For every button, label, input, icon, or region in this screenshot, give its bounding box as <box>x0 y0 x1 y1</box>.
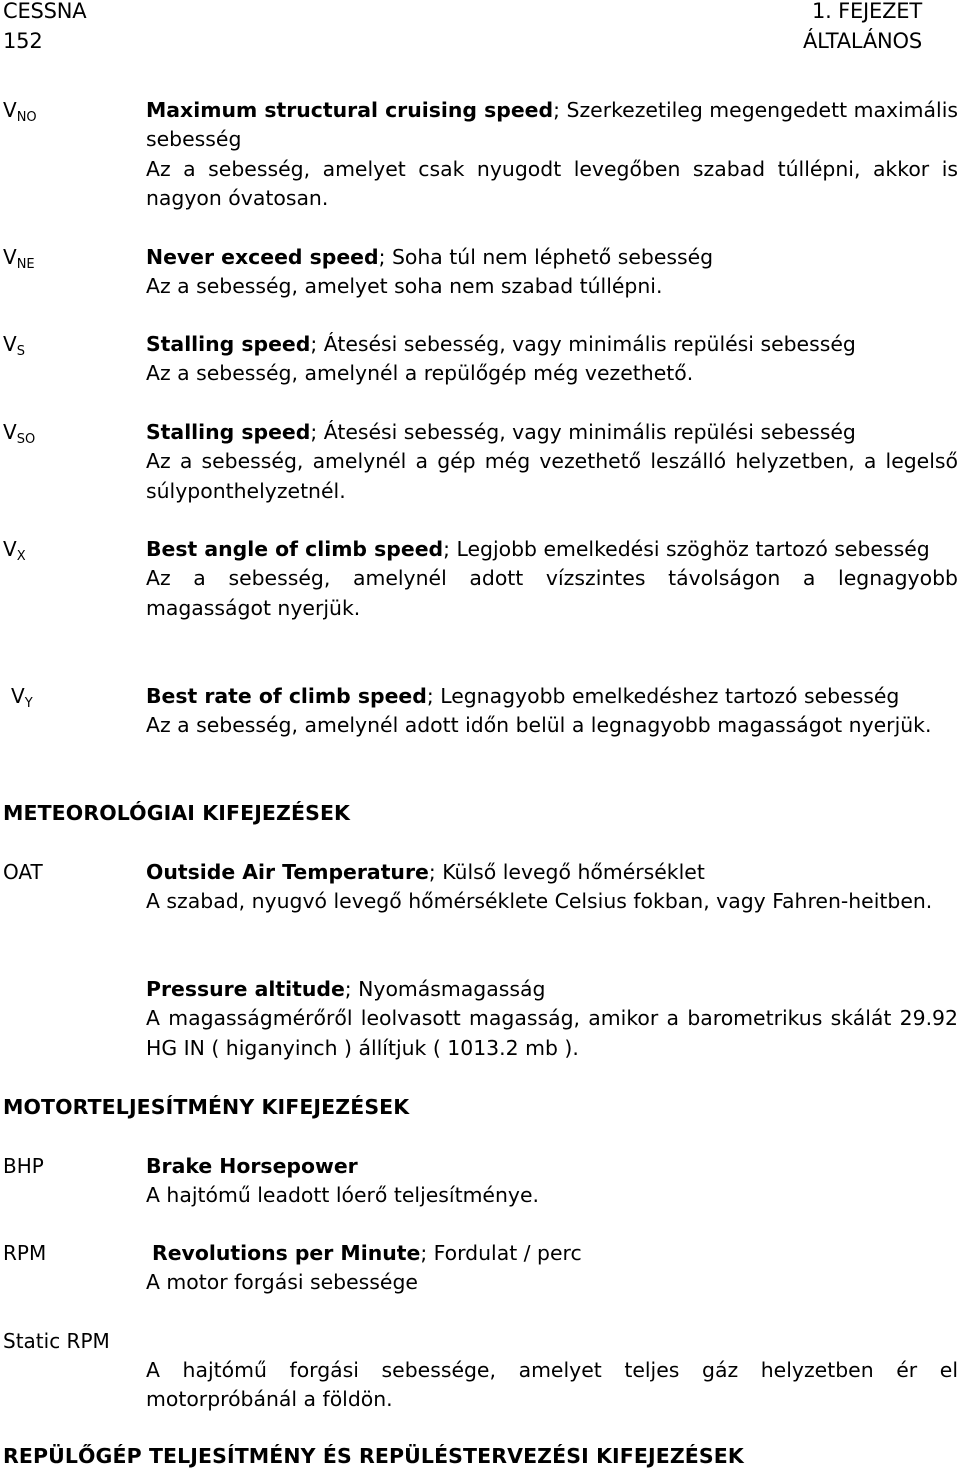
term-separator: ; <box>378 245 392 269</box>
term-description: Az a sebesség, amelynél adott vízszintes távolságon a legnagyobb magasságot nyerjük. <box>146 566 958 620</box>
definition-vx <box>146 535 958 623</box>
term-line <box>146 418 958 447</box>
model-number: 152 <box>3 29 43 53</box>
term-separator: ; <box>310 332 324 356</box>
term-line <box>146 975 958 1004</box>
term-separator: ; <box>310 420 324 444</box>
term-hungarian: Átesési sebesség, vagy minimális repülési sebesség <box>323 420 856 444</box>
term-line <box>146 1152 958 1181</box>
term-description: Az a sebesség, amelynél a repülőgép még vezethető. <box>146 361 694 386</box>
definition-rpm <box>146 1239 958 1298</box>
symbol-letter: V <box>11 684 25 708</box>
term-line <box>146 535 958 564</box>
definition-oat <box>146 858 958 917</box>
term-separator: ; <box>420 1241 434 1265</box>
term-english: Revolutions per Minute <box>152 1241 421 1265</box>
term-separator: ; <box>443 537 457 561</box>
term-separator: ; <box>553 98 567 122</box>
chapter-title: ÁLTALÁNOS <box>802 29 922 53</box>
definition-vno <box>146 96 958 213</box>
term-hungarian: Nyomásmagasság <box>358 977 546 1001</box>
definition-vs <box>146 330 958 389</box>
term-line <box>146 96 958 155</box>
symbol-subscript: NO <box>16 110 37 125</box>
term-description: A motor forgási sebessége <box>146 1270 418 1295</box>
abbr-rpm: RPM <box>3 1241 47 1265</box>
symbol-letter: V <box>3 98 17 122</box>
symbol-letter: V <box>3 537 17 561</box>
section-heading-performance: REPÜLŐGÉP TELJESÍTMÉNY ÉS REPÜLÉSTERVEZÉSI KIFEJEZÉSEK <box>3 1444 744 1468</box>
term-line <box>146 682 958 711</box>
speed-symbol-vso <box>3 418 35 446</box>
abbr-bhp: BHP <box>3 1154 44 1178</box>
term-hungarian: Legnagyobb emelkedéshez tartozó sebesség <box>440 684 900 708</box>
symbol-letter: V <box>3 332 17 356</box>
symbol-letter: V <box>3 420 17 444</box>
term-english: Brake Horsepower <box>146 1154 358 1178</box>
definition-pressure-altitude <box>146 975 958 1063</box>
term-description: Az a sebesség, amelynél adott időn belül a legnagyobb magasságot nyerjük. <box>146 713 932 738</box>
symbol-subscript: X <box>16 549 26 564</box>
section-heading-engine: MOTORTELJESÍTMÉNY KIFEJEZÉSEK <box>3 1095 410 1119</box>
header-left <box>3 0 86 56</box>
header-right <box>803 0 922 56</box>
symbol-subscript: SO <box>16 432 36 447</box>
term-english: Stalling speed <box>146 420 311 444</box>
chapter-number: 1. FEJEZET <box>811 0 922 23</box>
definition-bhp <box>146 1152 958 1211</box>
term-description: A hajtómű forgási sebessége, amelyet teljes gáz helyzetben ér el motorpróbánál a földön. <box>146 1358 958 1412</box>
term-english: Best angle of climb speed <box>146 537 444 561</box>
definition-vy <box>146 682 958 741</box>
term-line <box>146 858 958 887</box>
term-line <box>146 243 958 272</box>
term-english: Stalling speed <box>146 332 311 356</box>
manufacturer: CESSNA <box>3 0 87 23</box>
symbol-letter: V <box>3 245 17 269</box>
term-english: Pressure altitude <box>146 977 345 1001</box>
term-description: A szabad, nyugvó levegő hőmérséklete Celsius fokban, vagy Fahren-heitben. <box>146 889 933 914</box>
term-hungarian: Külső levegő hőmérséklet <box>442 860 705 884</box>
term-hungarian: Legjobb emelkedési szöghöz tartozó sebesség <box>456 537 930 561</box>
term-hungarian: Szerkezetileg megengedett maximális sebesség <box>146 98 958 152</box>
symbol-subscript: S <box>16 344 25 359</box>
term-hungarian: Átesési sebesség, vagy minimális repülési sebesség <box>323 332 856 356</box>
term-description: Az a sebesség, amelyet soha nem szabad túllépni. <box>146 274 663 299</box>
section-heading-meteorological: METEOROLÓGIAI KIFEJEZÉSEK <box>3 801 351 825</box>
definition-vso <box>146 418 958 506</box>
term-line <box>146 330 958 359</box>
term-english: Never exceed speed <box>146 245 379 269</box>
symbol-subscript: NE <box>16 257 35 272</box>
definition-static-rpm <box>146 1356 958 1415</box>
term-english: Outside Air Temperature <box>146 860 429 884</box>
term-line <box>146 1239 958 1268</box>
term-description: A magasságmérőről leolvasott magasság, amikor a barometrikus skálát 29.92 HG IN ( higanyinch ) állítjuk ( 1013.2 mb ). <box>146 1006 958 1060</box>
speed-symbol-vy <box>11 682 33 710</box>
term-english: Maximum structural cruising speed <box>146 98 554 122</box>
speed-symbol-vno <box>3 96 37 124</box>
term-hungarian: Fordulat / perc <box>433 1241 582 1265</box>
abbr-static-rpm: Static RPM <box>3 1329 110 1353</box>
term-description: A hajtómű leadott lóerő teljesítménye. <box>146 1183 539 1208</box>
term-description: Az a sebesség, amelynél a gép még vezethető leszálló helyzetben, a legelső súlyponthelyzetnél. <box>146 449 958 503</box>
speed-symbol-vx <box>3 535 26 563</box>
definition-vne <box>146 243 958 302</box>
term-separator: ; <box>426 684 441 708</box>
term-separator: ; <box>428 860 443 884</box>
term-description: Az a sebesség, amelyet csak nyugodt levegőben szabad túllépni, akkor is nagyon óvatosan. <box>146 156 958 210</box>
speed-symbol-vs <box>3 330 25 358</box>
abbr-oat: OAT <box>3 860 43 884</box>
speed-symbol-vne <box>3 243 35 271</box>
term-english: Best rate of climb speed <box>146 684 427 708</box>
term-hungarian: Soha túl nem léphető sebesség <box>391 245 714 269</box>
symbol-subscript: Y <box>24 696 33 711</box>
term-separator: ; <box>344 977 359 1001</box>
